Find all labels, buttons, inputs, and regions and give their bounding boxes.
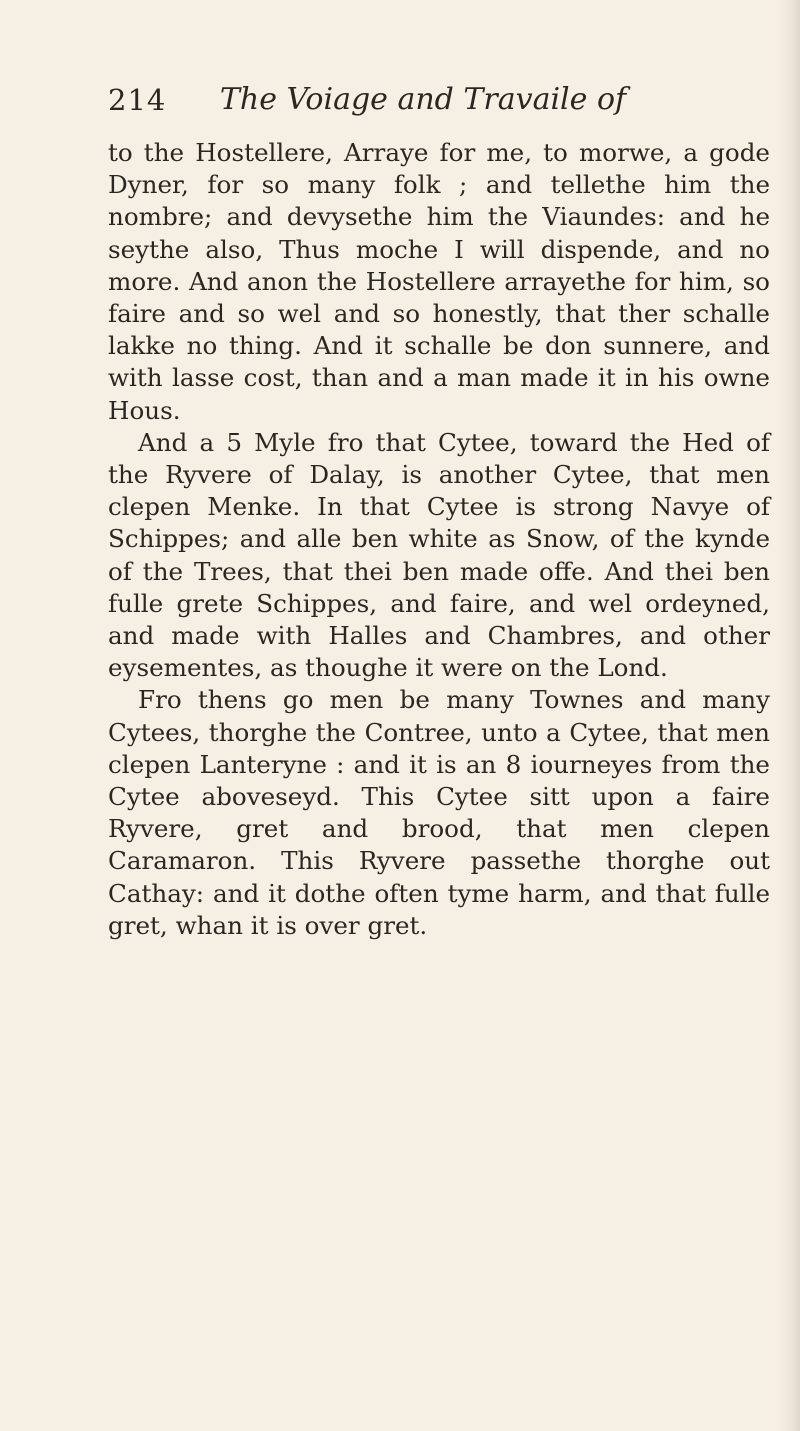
page-header	[108, 78, 698, 122]
page-edge-shadow	[778, 0, 800, 1431]
paragraph-2: And a 5 Myle fro that Cytee, toward the Hed of the Ryvere of Dalay, is another Cytee, that men clepen Menke. In that Cytee is strong Navye of Schippes; and alle ben white as Snow, of the kynde of the Trees, that thei ben made offe. And thei ben fulle grete Schippes, and faire, and wel ordeyned, and made with Halles and Chambres, and other eysementes, as thoughe it were on the Lond.	[108, 427, 770, 683]
paragraph-1: to the Hostellere, Arraye for me, to morwe, a gode Dyner, for so many folk ; and tellethe him the nombre; and devysethe him the Viaundes: and he seythe also, Thus moche I will dispende, and no more. And anon the Hostellere arrayethe for him, so faire and so wel and so honestly, that ther schalle lakke no thing. And it schalle be don sunnere, and with lasse cost, than and a man made it in his owne Hous.	[108, 138, 770, 425]
paragraph-3: Fro thens go men be many Townes and many Cytees, thorghe the Contree, unto a Cytee, that men clepen Lanteryne : and it is an 8 iourneyes from the Cytee aboveseyd. This Cytee sitt upon a faire Ryvere, gret and brood, that men clepen Caramaron. This Ryvere passethe thorghe out Cathay: and it dothe often tyme harm, and that fulle gret, whan it is over gret.	[108, 685, 770, 940]
page-number: 214	[108, 83, 167, 117]
running-title: The Voiage and Travaile of	[219, 82, 627, 117]
body-text	[108, 137, 770, 942]
